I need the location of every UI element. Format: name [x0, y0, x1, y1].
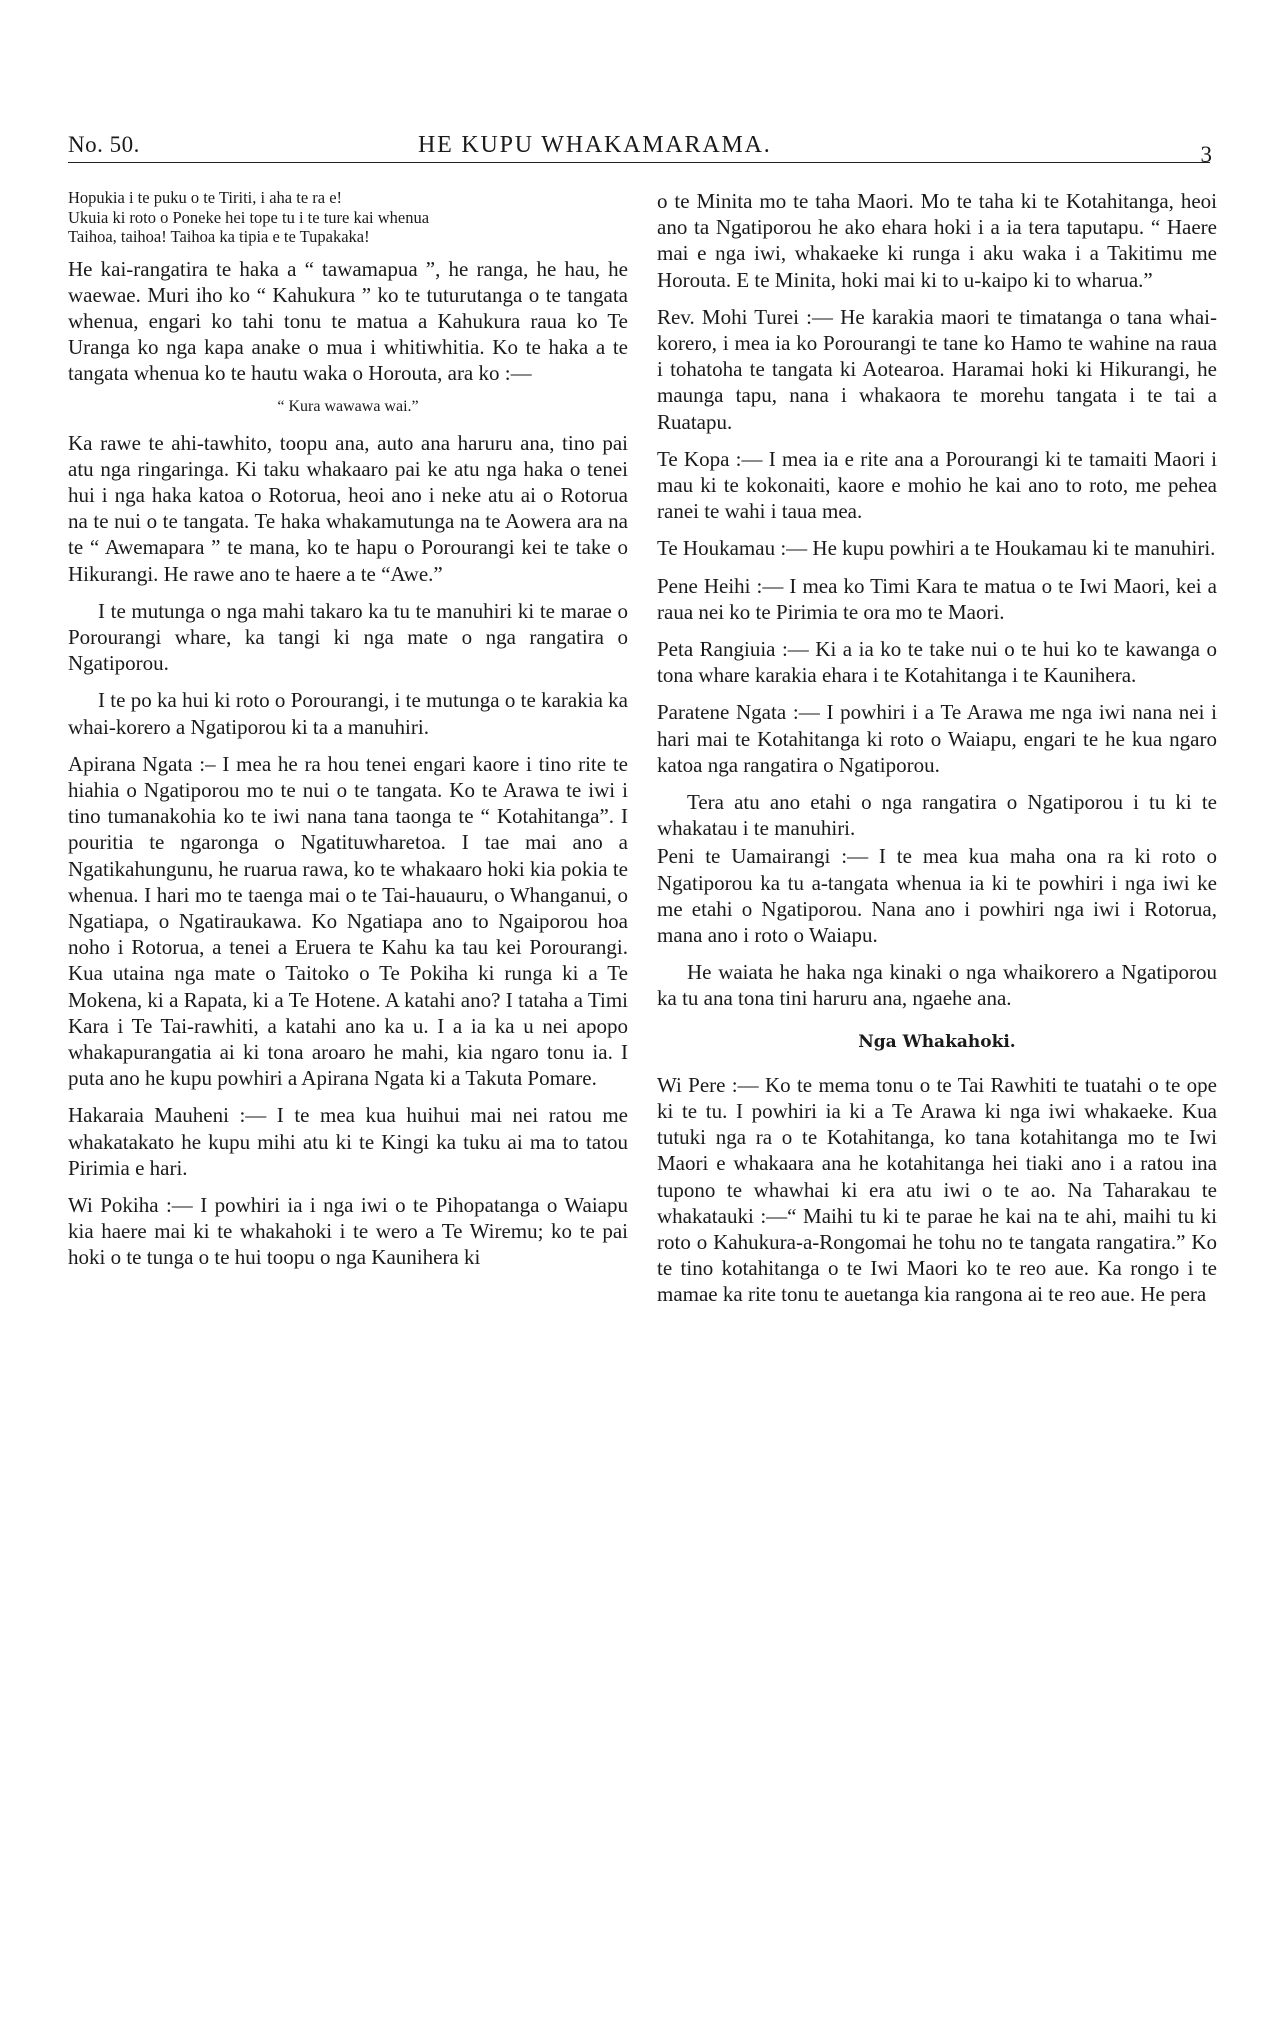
speech-wi-pere: Wi Pere :— Ko te mema tonu o te Tai Rawhiti te tuatahi o te ope ki te tu. I powhiri ia ki a Te Arawa ki nga iwi whakaeke. Kua tutuki nga ra o te Kotahitanga, ko tana kotahitanga mo te Iwi Maori e whakaara ana he kotahitanga hei tiaki ano i a ratou ina tupono te whawhai ki era atu iwi o te ao. Na Taharakau te whakatauki :—“ Maihi tu ki te parae he kai na te ahi, maihi tu ki roto o Kahukura-a-Rongomai he tohu no te tangata rangatira.” Ko te tino kotahitanga o te Iwi Maori ko te reo aue. Ka rongo i te mamae ka rite tonu te auetanga kia rangona ai te reo aue. He pera — [657, 1072, 1217, 1307]
speech-wi-pokiha: Wi Pokiha :— I powhiri ia i nga iwi o te Pihopatanga o Waiapu kia haere mai ki te whakahoki i te wero a Te Wiremu; ko te pai hoki o te tunga o te hui toopu o nga Kaunihera ki — [68, 1193, 628, 1270]
verse-line: Taihoa, taihoa! Taihoa ka tipia e te Tupakaka! — [68, 227, 370, 246]
speech-paratene-ngata: Paratene Ngata :— I powhiri i a Te Arawa me nga iwi nana nei i hari mai te Kotahitanga ki roto o Waiapu, engari te he kua ngaro katoa nga rangatira o Ngatiporou. — [657, 700, 1217, 777]
running-header — [68, 128, 1216, 174]
paragraph-haka-description: He kai-rangatira te haka a “ tawamapua ”, he ranga, he hau, he waewae. Muri iho ko “ Kahukura ” ko te tuturutanga o te tangata whenua, engari ko tahi tonu te matua a Kahukura raua ko Te Uranga ko nga kapa anake o mua i whitiwhitia. Ko te haka a te tangata whenua ko te hautu waka o Horouta, ara ko :— — [68, 256, 628, 386]
speech-mohi-turei: Rev. Mohi Turei :— He karakia maori te timatanga o tana whai-korero, i mea ia ko Porourangi te tane ko Hamo te wahine na raua i tohatoha te tangata ki Aotearoa. Haramai hoki ki Hikurangi, he maunga tapu, nana i whakaora te morehu tangata i te tai a Ruatapu. — [657, 304, 1217, 434]
speech-peni-te-uamairangi: Peni te Uamairangi :— I te mea kua maha ona ra ki roto o Ngatiporou ka tu a-tangata whenua ia ki te powhiri i nga iwi ke me etahi o Ngatiporou. Nana ano i powhiri nga iwi i Rotorua, mana ano i roto o Waiapu. — [657, 844, 1217, 948]
paragraph-ahi-tawhito: Ka rawe te ahi-tawhito, toopu ana, auto ana haruru ana, tino pai atu nga ringaringa. Ki taku whakaaro pai ke atu nga haka o tenei hui i nga haka katoa o Rotorua, heoi ano i neke atu ai o Rotorua na te nui o te tangata. Te haka whakamutunga na te Aowera ara na te “ Awemapara ” te mana, ko te hapu o Porourangi kei te take o Hikurangi. He rawe ano te haere a te “Awe.” — [68, 430, 628, 586]
publication-title: HE KUPU WHAKAMARAMA. — [418, 132, 772, 158]
speech-pene-heihi: Pene Heihi :— I mea ko Timi Kara te matua o te Iwi Maori, kei a raua nei ko te Pirimia te ora mo te Maori. — [657, 573, 1217, 624]
right-column — [657, 188, 1217, 1319]
speech-apirana-ngata: Apirana Ngata :– I mea he ra hou tenei engari kaore i tino rite te hiahia o Ngatiporou mo te nui o te tangata. Ko te Arawa te iwi i tino tumanakohia ko te iwi nana tana taonga te “ Kotahitanga”. I pouritia te ngaronga o Ngatituwharetoa. I tae mai ano a Ngatikahungunu, he ruarua rawa, ko te whakaaro hoki kia pokia te whenua. I hari mo te taenga mai o te Tai-hauauru, o Whanganui, o Ngatiapa, o Ngatiraukawa. Ko Ngatiapa ano to Ngaiporou hoa noho i Rotorua, a tenei a Eruera te Kahu ka tau kei Porourangi. Kua utaina nga mate o Taitoko o Te Pokiha ki runga ki a Te Mokena, ki a Rapata, ki a Te Hotene. A katahi ano? I tataha a Timi Kara i Te Tai-rawhiti, a katahi ano ka u. I a ia ka u nei apopo whakapurangatia ai ki tona aroaro he mahi, kia ngaro tonu ia. I puta ano he kupu powhiri a Apirana Ngata ki a Takuta Pomare. — [68, 751, 628, 1091]
paragraph-mutunga-mahi-takaro: I te mutunga o nga mahi takaro ka tu te manuhiri ki te marae o Porourangi whare, ka tangi ki nga mate o nga rangatira o Ngatiporou. — [68, 598, 628, 676]
quote-kura-wawawa-wai: “ Kura wawawa wai.” — [277, 397, 419, 415]
page-number: 3 — [1200, 142, 1212, 167]
header-rule — [68, 162, 1210, 163]
speech-peta-rangiuia: Peta Rangiuia :— Ki a ia ko te take nui o te hui ko te kawanga o tona whare karakia ehara i te Kotahitanga i te Kaunihera. — [657, 637, 1217, 688]
paragraph-minita-continuation: o te Minita mo te taha Maori. Mo te taha ki te Kotahitanga, heoi ano ta Ngatiporou he ako ehara hoki i a ia tera taputapu. “ Haere mai e nga iwi, whakaeke ki runga i aku waka i a Takitimu me Horouta. E te Minita, hoki mai ki to u-kaipo ki to wharua.” — [657, 189, 1217, 292]
verse-line: Hopukia i te puku o te Tiriti, i aha te ra e! — [68, 188, 343, 207]
paragraph-waiata-haka: He waiata he haka nga kinaki o nga whaikorero a Ngatiporou ka tu ana tona tini haruru ana, ngaehe ana. — [657, 960, 1217, 1011]
verse-line: Ukuia ki roto o Poneke hei tope tu i te ture kai whenua — [68, 207, 430, 227]
issue-number: No. 50. — [68, 132, 140, 157]
left-column — [68, 188, 628, 1282]
paragraph-po-ka-hui: I te po ka hui ki roto o Porourangi, i te mutunga o te karakia ka whai-korero a Ngatiporou ki ta a manuhiri. — [68, 688, 628, 739]
section-heading-nga-whakahoki: Nga Whakahoki. — [858, 1031, 1016, 1052]
speech-te-houkamau: Te Houkamau :— He kupu powhiri a te Houkamau ki te manuhiri. — [657, 536, 1216, 561]
paragraph-tera-atu-ano: Tera atu ano etahi o nga rangatira o Ngatiporou i tu ki te whakatau i te manuhiri. — [657, 790, 1217, 841]
speech-te-kopa: Te Kopa :— I mea ia e rite ana a Porourangi ki te tamaiti Maori i mau ki te kokonaiti, kaore e mohio he kai ano to roto, me pehea ranei te wahi i taua mea. — [657, 446, 1217, 524]
speech-hakaraia-mauheni: Hakaraia Mauheni :— I te mea kua huihui mai nei ratou me whakatakato he kupu mihi atu ki te Kingi ka tuku ai ma to tatou Pirimia e hari. — [68, 1103, 628, 1180]
verse-block — [68, 188, 628, 247]
